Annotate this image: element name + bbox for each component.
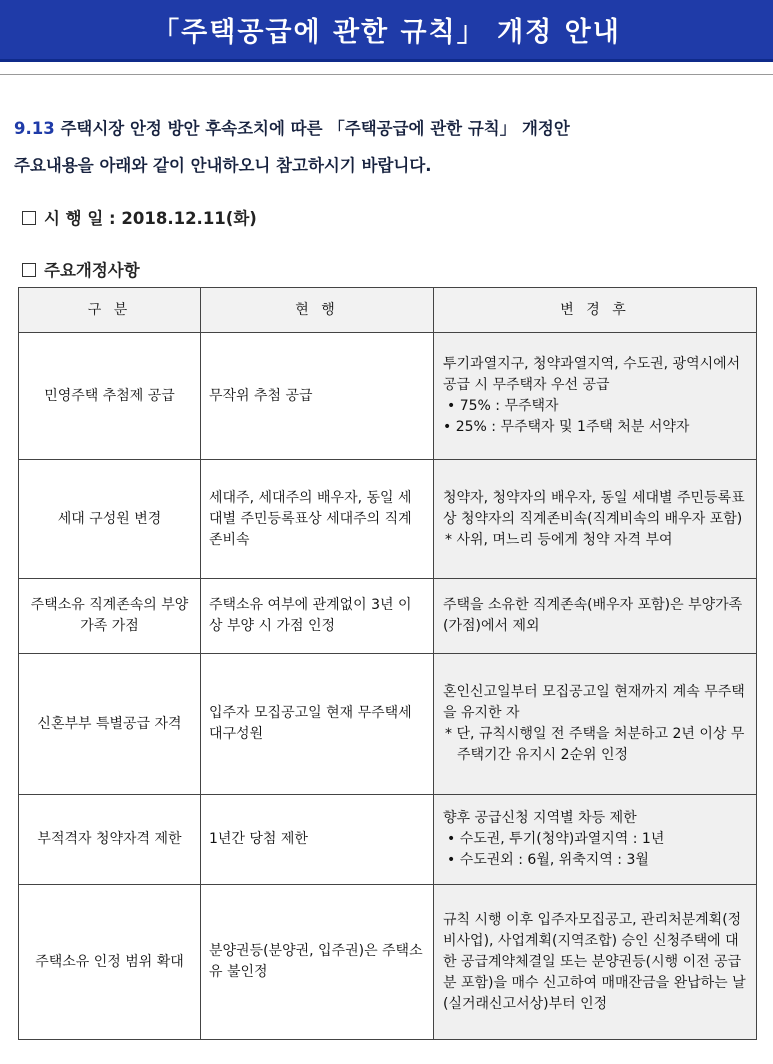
header-after: 변 경 후 xyxy=(434,288,757,333)
row-after xyxy=(434,654,757,795)
row-after xyxy=(434,460,757,579)
title-banner xyxy=(0,0,773,62)
row-current: 주택소유 여부에 관계없이 3년 이상 부양 시 가점 인정 xyxy=(201,579,434,654)
page-title: 「주택공급에 관한 규칙」 개정 안내 xyxy=(152,17,621,48)
after-note: * 사위, 며느리 등에게 청약 자격 부여 xyxy=(445,531,673,548)
header-current: 현 행 xyxy=(201,288,434,333)
effective-date-label: 시 행 일 : xyxy=(44,209,122,228)
row-category: 세대 구성원 변경 xyxy=(19,460,201,579)
after-bullet: • 75% : 무주택자 xyxy=(447,398,559,414)
row-current: 세대주, 세대주의 배우자, 동일 세대별 주민등록표상 세대주의 직계존비속 xyxy=(201,460,434,579)
intro-number: 9.13 xyxy=(14,119,55,138)
intro-line-2: 주요내용을 아래와 같이 안내하오니 참고하시기 바랍니다. xyxy=(14,156,432,175)
table-row xyxy=(19,795,757,885)
row-current: 입주자 모집공고일 현재 무주택세대구성원 xyxy=(201,654,434,795)
effective-date-item xyxy=(22,205,257,229)
checkbox-square-icon xyxy=(22,263,36,277)
intro-line-1 xyxy=(14,110,764,147)
row-category: 민영주택 추첨제 공급 xyxy=(19,333,201,460)
after-line: 규칙 시행 이후 입주자모집공고, 관리처분계획(정비사업), 사업계획(지역조합) 승인 신청주택에 대한 공급계약체결일 또는 분양권등(시행 이전 공급분 포함)을 매수 신고하여 매매잔금을 완납하는 날(실거래신고서상)부터 인정 xyxy=(443,911,746,1012)
effective-date-value: 2018.12.11(화) xyxy=(121,209,257,228)
header-category: 구 분 xyxy=(19,288,201,333)
after-line: 혼인신고일부터 모집공고일 현재까지 계속 무주택을 유지한 자 xyxy=(443,684,745,721)
row-category: 부적격자 청약자격 제한 xyxy=(19,795,201,885)
table-header-row xyxy=(19,288,757,333)
row-after xyxy=(434,795,757,885)
row-current: 분양권등(분양권, 입주권)은 주택소유 불인정 xyxy=(201,885,434,1040)
row-after xyxy=(434,885,757,1040)
row-after xyxy=(434,333,757,460)
row-current: 무작위 추첨 공급 xyxy=(201,333,434,460)
table-row xyxy=(19,333,757,460)
row-current: 1년간 당첨 제한 xyxy=(201,795,434,885)
row-after xyxy=(434,579,757,654)
after-line: 향후 공급신청 지역별 차등 제한 xyxy=(443,810,637,826)
after-bullet: • 수도권, 투기(청약)과열지역 : 1년 xyxy=(447,831,665,847)
intro-paragraph xyxy=(14,110,764,184)
main-changes-item xyxy=(22,257,140,281)
after-line: 투기과열지구, 청약과열지역, 수도권, 광역시에서 공급 시 무주택자 우선 공급 xyxy=(443,356,741,393)
after-line: 주택을 소유한 직계존속(배우자 포함)은 부양가족(가점)에서 제외 xyxy=(443,597,743,634)
changes-table xyxy=(18,287,757,1040)
after-line: 청약자, 청약자의 배우자, 동일 세대별 주민등록표상 청약자의 직계존비속(직계비속의 배우자 포함) xyxy=(443,489,745,527)
intro-line-1-text: 주택시장 안정 방안 후속조치에 따른 「주택공급에 관한 규칙」 개정안 xyxy=(54,119,570,138)
checkbox-square-icon xyxy=(22,211,36,225)
after-bullet: • 수도권외 : 6월, 위축지역 : 3월 xyxy=(447,852,649,868)
row-category: 신혼부부 특별공급 자격 xyxy=(19,654,201,795)
table-row xyxy=(19,460,757,579)
table-row xyxy=(19,579,757,654)
table-row xyxy=(19,654,757,795)
after-note: * 단, 규칙시행일 전 주택을 처분하고 2년 이상 무주택기간 유지시 2순위 인정 xyxy=(445,726,745,763)
row-category: 주택소유 직계존속의 부양가족 가점 xyxy=(19,579,201,654)
row-category: 주택소유 인정 범위 확대 xyxy=(19,885,201,1040)
after-bullet: • 25% : 무주택자 및 1주택 처분 서약자 xyxy=(443,419,690,435)
main-changes-heading: 주요개정사항 xyxy=(44,261,140,280)
table-row xyxy=(19,885,757,1040)
